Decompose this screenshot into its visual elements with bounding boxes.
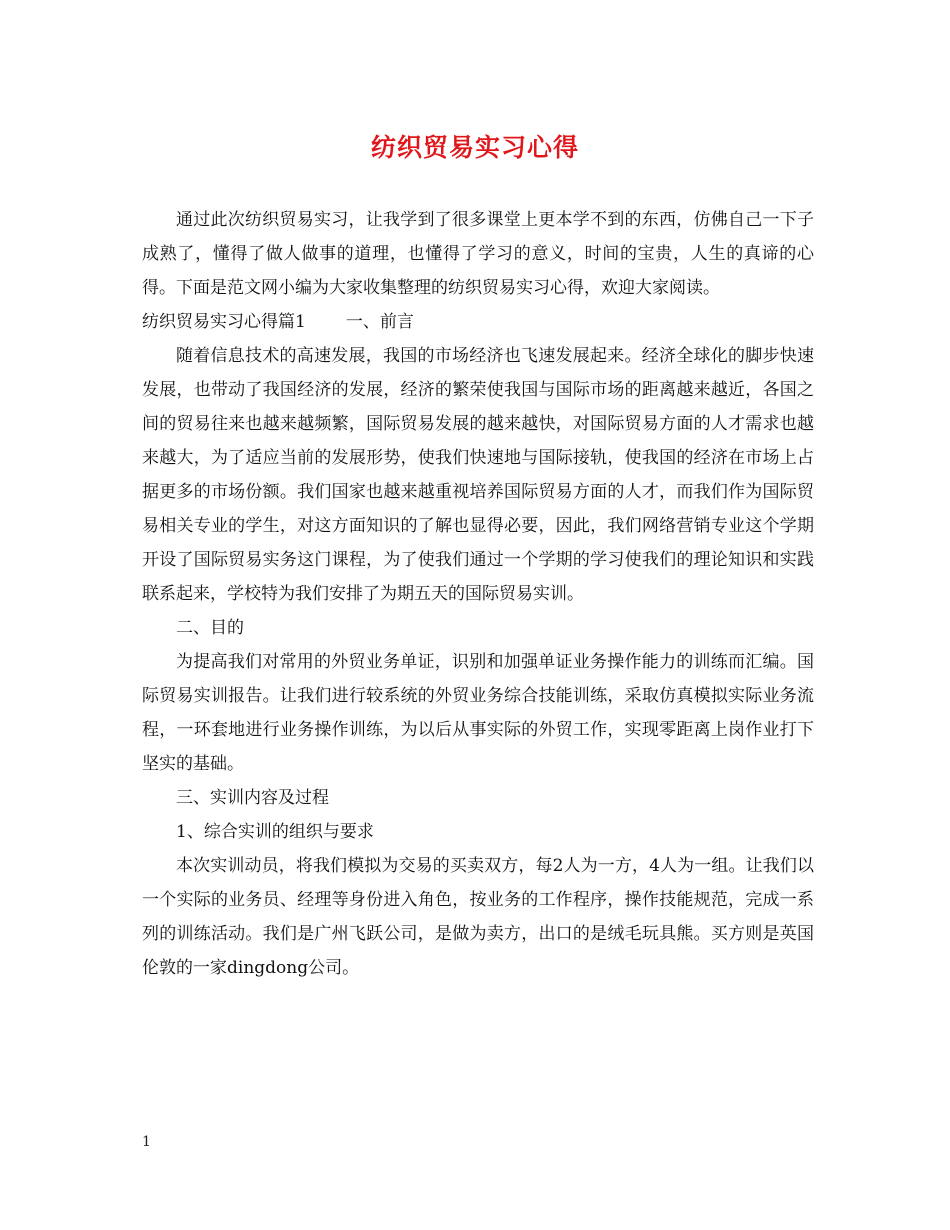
document-body (142, 203, 814, 985)
article-heading-line (142, 305, 814, 339)
purpose-paragraph: 为提高我们对常用的外贸业务单证，识别和加强单证业务操作能力的训练而汇编。国际贸易实训报告。让我们进行较系统的外贸业务综合技能训练，采取仿真模拟实际业务流程，一环套地进行业务操作训练，为以后从事实际的外贸工作，实现零距离上岗作业打下坚实的基础。 (142, 652, 814, 774)
section-heading-purpose: 二、目的 (176, 618, 244, 638)
page-number: 1 (142, 1134, 151, 1150)
article-heading: 纺织贸易实习心得篇1 (142, 312, 306, 332)
subsection-heading-organization: 1、综合实训的组织与要求 (176, 822, 374, 842)
intro-paragraph: 通过此次纺织贸易实习，让我学到了很多课堂上更本学不到的东西，仿佛自己一下子成熟了，懂得了做人做事的道理，也懂得了学习的意义，时间的宝贵，人生的真谛的心得。下面是范文网小编为大家收集整理的纺织贸易实习心得，欢迎大家阅读。 (142, 210, 814, 298)
section-heading-content: 三、实训内容及过程 (176, 788, 329, 808)
document-title: 纺织贸易实习心得 (370, 133, 579, 162)
preface-paragraph: 随着信息技术的高速发展，我国的市场经济也飞速发展起来。经济全球化的脚步快速发展，也带动了我国经济的发展，经济的繁荣使我国与国际市场的距离越来越近，各国之间的贸易往来也越来越频繁，国际贸易发展的越来越快，对国际贸易方面的人才需求也越来越大，为了适应当前的发展形势，使我们快速地与国际接轨，使我国的经济在市场上占据更多的市场份额。我们国家也越来越重视培养国际贸易方面的人才，而我们作为国际贸易相关专业的学生，对这方面知识的了解也显得必要，因此，我们网络营销专业这个学期开设了国际贸易实务这门课程，为了使我们通过一个学期的学习使我们的理论知识和实践联系起来，学校特为我们安排了为期五天的国际贸易实训。 (142, 346, 814, 604)
organization-paragraph: 本次实训动员，将我们模拟为交易的买卖双方，每2人为一方，4人为一组。让我们以一个实际的业务员、经理等身份进入角色，按业务的工作程序，操作技能规范，完成一系列的训练活动。我们是广州飞跃公司，是做为卖方，出口的是绒毛玩具熊。买方则是英国伦敦的一家dingdong公司。 (142, 856, 814, 978)
section-heading-preface: 一、前言 (345, 312, 414, 332)
